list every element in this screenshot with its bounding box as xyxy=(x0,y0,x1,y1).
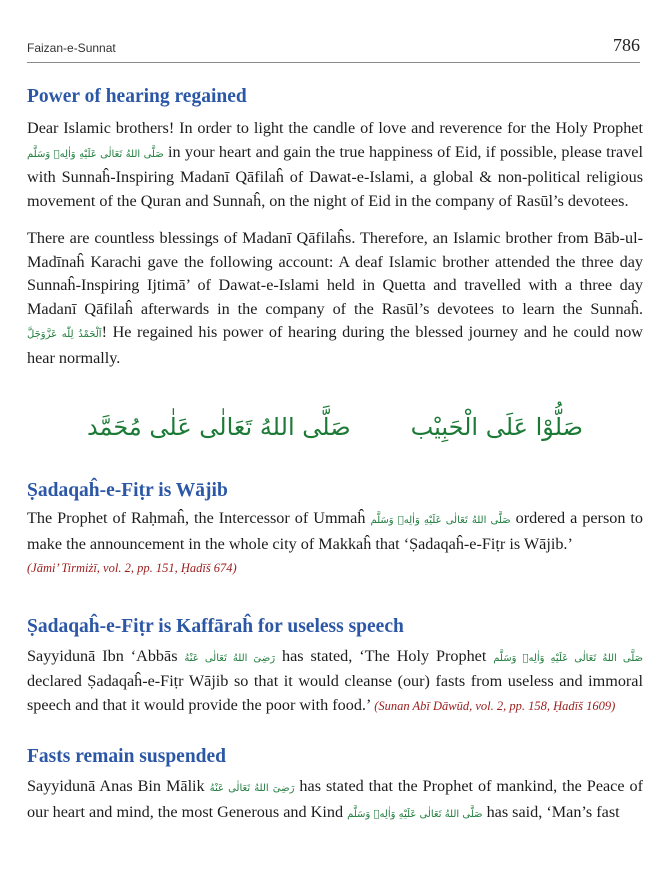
arabic-salutation: صَلَّى اللهُ تَعَالٰى عَلَيْهِ وَاٰلِهٖ وَسَلَّم xyxy=(493,652,644,664)
arabic-salutation: صَلَّى اللهُ تَعَالٰى عَلَيْهِ وَاٰلِهٖ وَسَلَّم xyxy=(370,515,511,526)
running-title: Faizan-e-Sunnat xyxy=(27,41,116,55)
text: There are countless blessings of Madanī Qāfilaĥs. Therefore, an Islamic brother from Bāb-ul-Madīnaĥ Karachi gave the following account: A deaf Islamic brother attended the three day Sunnaĥ-Inspiring Ijtimā’ of Dawat-e-Islami held in Quetta and travelled with a three day Madanī Qāfilaĥ afterwards in the company of the Rasūl’s devotees to learn the Sunnaĥ. xyxy=(27,229,643,318)
section-title-sadaqah-wajib: Ṣadaqaĥ-e-Fiṭr is Wājib xyxy=(27,480,228,501)
arabic-praise: اَلْحَمْدُ لِلّٰه عَزَّوَجَلَّ xyxy=(27,329,102,340)
text: has said, ‘Man’s fast xyxy=(486,802,620,821)
reference: (Sunan Abī Dāwūd, vol. 2, pp. 158, Ḥadīš 1609) xyxy=(374,698,616,713)
arabic-radi-allah: رَضِیَ اللهُ تَعَالٰی عَنْهُ xyxy=(209,783,295,794)
durood-line xyxy=(27,396,643,458)
page-number: 786 xyxy=(613,35,640,55)
text: in your heart and gain the true happiness of Eid, if possible, please travel with Sunnaĥ-Inspiring Madanī Qāfilaĥ of Dawat-e-Islami, a global & non-political religious movement of the Quran and Sunnaĥ, on the night of Eid in the company of Rasūl’s devotees. xyxy=(27,142,643,210)
text: Sayyidunā Ibn ‘Abbās xyxy=(27,646,178,665)
arabic-salutation: صَلَّى اللهُ تَعَالٰى عَلَيْهِ وَاٰلِهٖ وَسَلَّم xyxy=(27,148,164,160)
page-header xyxy=(27,32,640,63)
paragraph-fasts-suspended xyxy=(27,775,643,826)
text: Dear Islamic brothers! In order to light the candle of love and reverence for the Holy Prophet xyxy=(27,119,643,137)
text: has stated, ‘The Holy Prophet xyxy=(282,646,487,665)
durood-left: صَلَّى اللهُ تَعَالٰى عَلٰى مُحَمَّد xyxy=(86,413,351,441)
section-title-kaffarah: Ṣadaqaĥ-e-Fiṭr is Kaffāraĥ for useless speech xyxy=(27,615,404,637)
paragraph-sadaqah-wajib xyxy=(27,507,643,581)
durood-right: صَلُّوْا عَلَى الْحَبِيْب xyxy=(410,413,584,441)
text: ! He regained his power of hearing during the blessed journey and he could now hear normally. xyxy=(27,323,643,367)
arabic-radi-allah: رَضِیَ اللهُ تَعَالٰی عَنْهُ xyxy=(184,652,276,664)
text: Sayyidunā Anas Bin Mālik xyxy=(27,777,205,795)
paragraph-blessings xyxy=(27,227,643,370)
text: declared Ṣadaqaĥ-e-Fiṭr Wājib so that it would cleanse (our) fasts from useless and immoral speech and that it would provide the poor with food.’ xyxy=(27,672,643,714)
text: The Prophet of Raḥmaĥ, the Intercessor of Ummaĥ xyxy=(27,509,366,527)
text: has stated that the Prophet of mankind, the Peace of our heart and mind, the most Generous and Kind xyxy=(27,777,643,821)
reference: (Jāmi’ Tirmiżī, vol. 2, pp. 151, Ḥadīš 674) xyxy=(27,561,237,575)
arabic-salutation: صَلَّى اللهُ تَعَالٰى عَلَيْهِ وَاٰلِهٖ وَسَلَّم xyxy=(347,808,483,820)
section-title-fasts-suspended: Fasts remain suspended xyxy=(27,746,227,767)
page-content xyxy=(27,84,643,826)
paragraph-intro xyxy=(27,117,643,213)
section-title-power-of-hearing: Power of hearing regained xyxy=(27,86,247,107)
text: ordered a person to make the announcement in the whole city of Makkaĥ that ‘Ṣadaqaĥ-e-Fiṭr is Wājib.’ xyxy=(27,509,644,553)
paragraph-kaffarah xyxy=(27,645,643,719)
